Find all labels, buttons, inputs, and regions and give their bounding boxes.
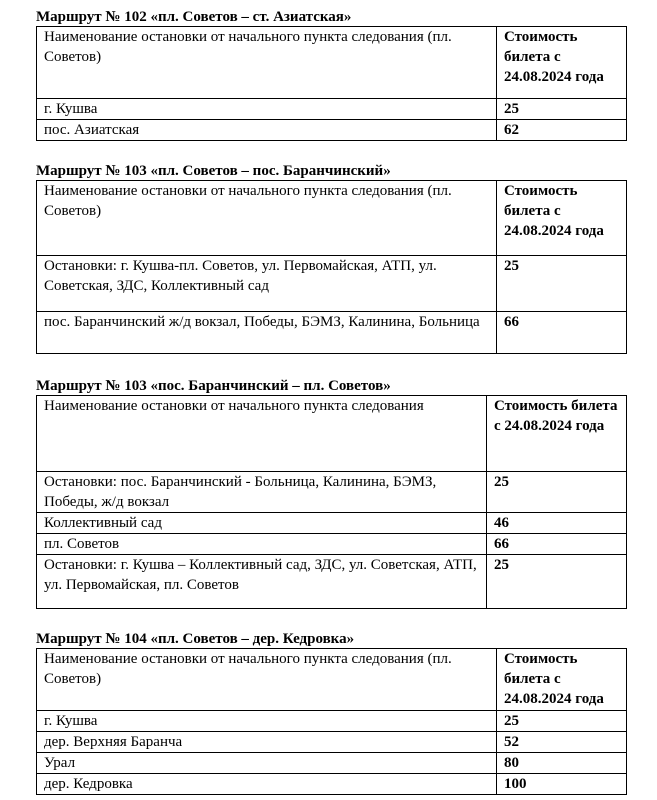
table-row xyxy=(37,753,627,774)
price-cell: 25 xyxy=(497,256,627,312)
price-cell: 100 xyxy=(497,774,627,795)
price-cell: 52 xyxy=(497,732,627,753)
route-table xyxy=(36,26,627,141)
table-row xyxy=(37,312,627,354)
table-row xyxy=(37,256,627,312)
price-cell: 66 xyxy=(497,312,627,354)
table-row xyxy=(37,120,627,141)
price-cell: 62 xyxy=(497,120,627,141)
stop-cell: пос. Баранчинский ж/д вокзал, Победы, БЭМЗ, Калинина, Больница xyxy=(37,312,497,354)
price-cell: 25 xyxy=(497,711,627,732)
price-cell: 66 xyxy=(487,534,627,555)
price-cell: 25 xyxy=(497,99,627,120)
stop-cell: Коллективный сад xyxy=(37,513,487,534)
header-price-cell: Стоимость билета с 24.08.2024 года xyxy=(497,649,627,711)
price-cell: 25 xyxy=(487,472,627,513)
table-row xyxy=(37,513,627,534)
stop-cell: дер. Верхняя Баранча xyxy=(37,732,497,753)
table-header-row xyxy=(37,181,627,256)
header-stop-cell: Наименование остановки от начального пункта следования (пл. Советов) xyxy=(37,181,497,256)
table-header-row xyxy=(37,27,627,99)
stop-cell: дер. Кедровка xyxy=(37,774,497,795)
table-header-row xyxy=(37,649,627,711)
price-cell: 25 xyxy=(487,555,627,609)
table-row xyxy=(37,99,627,120)
stop-cell: пос. Азиатская xyxy=(37,120,497,141)
table-row xyxy=(37,711,627,732)
table-row xyxy=(37,774,627,795)
table-row xyxy=(37,555,627,609)
table-row xyxy=(37,534,627,555)
stop-cell: Остановки: г. Кушва-пл. Советов, ул. Первомайская, АТП, ул. Советская, ЗДС, Коллективный сад xyxy=(37,256,497,312)
route-title: Маршрут № 103 «пос. Баранчинский – пл. Советов» xyxy=(36,378,391,394)
route-table xyxy=(36,395,627,609)
header-price-cell: Стоимость билета с 24.08.2024 года xyxy=(497,27,627,99)
price-cell: 80 xyxy=(497,753,627,774)
header-stop-cell: Наименование остановки от начального пункта следования (пл. Советов) xyxy=(37,649,497,711)
route-table xyxy=(36,648,627,795)
stop-cell: Остановки: г. Кушва – Коллективный сад, ЗДС, ул. Советская, АТП, ул. Первомайская, пл. Советов xyxy=(37,555,487,609)
header-price-cell: Стоимость билета с 24.08.2024 года xyxy=(497,181,627,256)
price-cell: 46 xyxy=(487,513,627,534)
header-stop-cell: Наименование остановки от начального пункта следования (пл. Советов) xyxy=(37,27,497,99)
table-row xyxy=(37,472,627,513)
stop-cell: г. Кушва xyxy=(37,711,497,732)
stop-cell: Урал xyxy=(37,753,497,774)
table-row xyxy=(37,732,627,753)
route-title: Маршрут № 104 «пл. Советов – дер. Кедровка» xyxy=(36,631,355,647)
header-stop-cell: Наименование остановки от начального пункта следования xyxy=(37,396,487,472)
route-title: Маршрут № 103 «пл. Советов – пос. Баранчинский» xyxy=(36,163,391,179)
stop-cell: г. Кушва xyxy=(37,99,497,120)
route-table xyxy=(36,180,627,354)
route-title: Маршрут № 102 «пл. Советов – ст. Азиатская» xyxy=(36,9,352,25)
stop-cell: пл. Советов xyxy=(37,534,487,555)
header-price-cell: Стоимость билета с 24.08.2024 года xyxy=(487,396,627,472)
stop-cell: Остановки: пос. Баранчинский - Больница, Калинина, БЭМЗ, Победы, ж/д вокзал xyxy=(37,472,487,513)
table-header-row xyxy=(37,396,627,472)
